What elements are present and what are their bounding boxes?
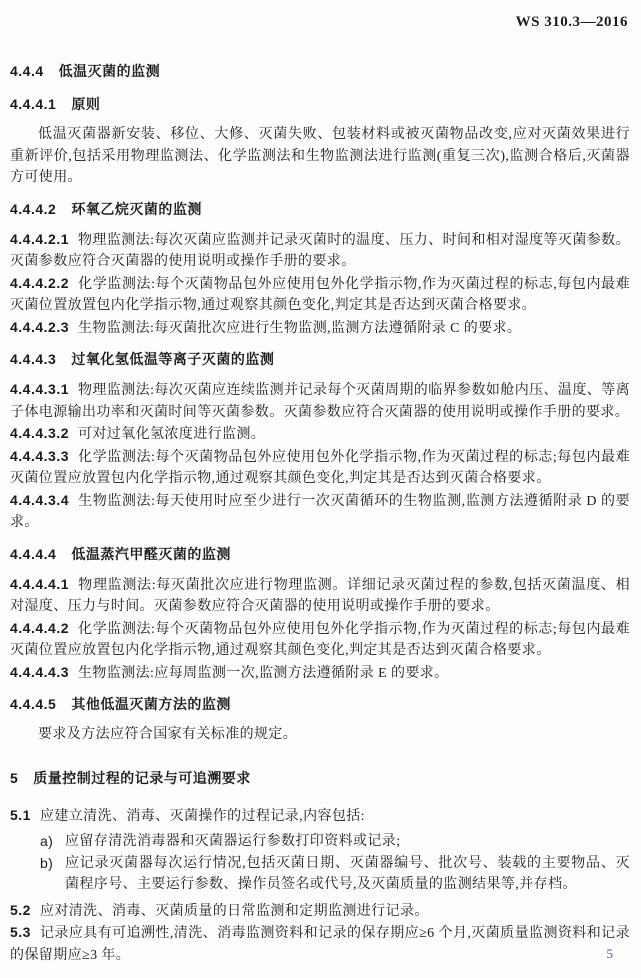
heading-4-4-4-2 xyxy=(10,199,630,220)
heading-title: 环氧乙烷灭菌的监测 xyxy=(71,200,202,217)
clause-text: 物理监测法:每次灭菌应连续监测并记录每个灭菌周期的临界参数如舱内压、温度、等离子体电源输出功率和灭菌时间等灭菌参数。灭菌参数应符合灭菌器的使用说明或操作手册的要求。 xyxy=(10,383,630,420)
clause-5-3 xyxy=(10,922,630,966)
clause-5-2 xyxy=(10,900,630,923)
clause-text: 化学监测法:每个灭菌物品包外应使用包外化学指示物,作为灭菌过程的标志;每包内最难灭菌位置应放置包内化学指示物,通过观察其颜色变化,判定其是否达到灭菌合格要求。 xyxy=(10,621,630,658)
heading-title: 过氧化氢低温等离子灭菌的监测 xyxy=(71,351,275,367)
heading-number: 4.4.4 xyxy=(10,63,44,79)
heading-number: 4.4.4.4 xyxy=(10,545,57,562)
clause-number: 4.4.4.4.1 xyxy=(10,575,69,592)
clause-number: 4.4.4.2.1 xyxy=(10,230,69,247)
clause-4-4-4-4-3 xyxy=(10,662,630,685)
heading-number: 4.4.4.3 xyxy=(10,351,57,367)
clause-4-4-4-3-4 xyxy=(10,490,630,534)
clause-number: 4.4.4.4.2 xyxy=(10,619,69,636)
heading-number: 4.4.4.2 xyxy=(10,200,57,217)
heading-4-4-4 xyxy=(10,61,630,82)
heading-title: 低温蒸汽甲醛灭菌的监测 xyxy=(71,545,231,562)
list-marker: b) xyxy=(40,854,54,871)
clause-text: 物理监测法:每灭菌批次应进行物理监测。详细记录灭菌过程的参数,包括灭菌温度、相对湿度、压力与时间。灭菌参数应符合灭菌器的使用说明或操作手册的要求。 xyxy=(10,577,630,614)
heading-title: 其他低温灭菌方法的监测 xyxy=(71,696,231,712)
heading-4-4-4-5 xyxy=(10,694,630,715)
page-number: 5 xyxy=(606,945,613,961)
paragraph-other-methods: 要求及方法应符合国家有关标准的规定。 xyxy=(38,727,298,742)
heading-title: 原则 xyxy=(71,96,101,112)
list-item xyxy=(10,853,630,896)
clause-4-4-4-3-2 xyxy=(10,423,630,446)
clause-4-4-4-4-2 xyxy=(10,618,630,662)
list-item xyxy=(10,831,630,853)
clause-number: 4.4.4.3.4 xyxy=(10,491,69,508)
heading-number: 4.4.4.5 xyxy=(10,696,57,712)
clause-text: 物理监测法:每次灭菌应监测并记录灭菌时的温度、压力、时间和相对湿度等灭菌参数。灭菌参数应符合灭菌器的使用说明或操作手册的要求。 xyxy=(10,232,630,269)
heading-title: 低温灭菌的监测 xyxy=(58,63,161,79)
clause-text: 化学监测法:每个灭菌物品包外应使用包外化学指示物,作为灭菌过程的标志;每包内最难灭菌位置应放置包内化学指示物,通过观察其颜色变化,判定其是否达到灭菌合格要求。 xyxy=(10,449,630,486)
heading-5 xyxy=(10,768,630,789)
clause-text: 记录应具有可追溯性,清洗、消毒监测资料和记录的保存期应≥6 个月,灭菌质量监测资料和记录的保留期应≥3 年。 xyxy=(10,926,630,963)
heading-title: 质量控制过程的记录与可追溯要求 xyxy=(33,769,251,786)
record-content-list xyxy=(10,831,630,896)
clause-text: 生物监测法:每天使用时应至少进行一次灭菌循环的生物监测,监测方法遵循附录 D 的要求。 xyxy=(10,493,630,530)
clause-number: 5.3 xyxy=(10,924,31,940)
clause-4-4-4-2-1 xyxy=(10,229,630,273)
clause-number: 4.4.4.3.3 xyxy=(10,447,69,464)
clause-text: 可对过氧化氢浓度进行监测。 xyxy=(78,427,266,442)
heading-4-4-4-1 xyxy=(10,94,630,115)
list-marker: a) xyxy=(40,833,54,849)
heading-4-4-4-3 xyxy=(10,349,630,370)
clause-4-4-4-3-3 xyxy=(10,446,630,490)
clause-text: 生物监测法:每灭菌批次应进行生物监测,监测方法遵循附录 C 的要求。 xyxy=(78,320,522,336)
clause-4-4-4-3-1 xyxy=(10,379,630,423)
clause-4-4-4-2-2 xyxy=(10,273,630,317)
clause-number: 4.4.4.2.2 xyxy=(10,274,69,291)
clause-text: 生物监测法:应每周监测一次,监测方法遵循附录 E 的要求。 xyxy=(78,665,449,681)
clause-number: 4.4.4.2.3 xyxy=(10,318,69,335)
clause-number: 4.4.4.3.2 xyxy=(10,425,69,441)
clause-number: 4.4.4.4.3 xyxy=(10,663,69,680)
heading-4-4-4-4 xyxy=(10,544,630,565)
clause-5-1 xyxy=(10,805,630,828)
doc-code-header: WS 310.3—2016 xyxy=(515,14,628,30)
clause-text: 应对清洗、消毒、灭菌质量的日常监测和定期监测进行记录。 xyxy=(39,903,429,919)
clause-4-4-4-4-1 xyxy=(10,574,630,618)
clause-4-4-4-2-3 xyxy=(10,317,630,340)
clause-number: 4.4.4.3.1 xyxy=(10,381,69,397)
clause-text: 化学监测法:每个灭菌物品包外应使用包外化学指示物,作为灭菌过程的标志,每包内最难灭菌位置放置包内化学指示物,通过观察其颜色变化,判定其是否达到灭菌合格要求。 xyxy=(10,276,630,313)
list-item-text: 应留存清洗消毒器和灭菌器运行参数打印资料或记录; xyxy=(65,834,401,849)
heading-number: 5 xyxy=(10,769,19,786)
clause-number: 5.1 xyxy=(10,806,31,823)
clause-text: 应建立清洗、消毒、灭菌操作的过程记录,内容包括: xyxy=(39,808,365,824)
list-item-text: 应记录灭菌器每次运行情况,包括灭菌日期、灭菌器编号、批次号、装载的主要物品、灭菌程序号、主要运行参数、操作员签名或代号,及灭菌质量的监测结果等,并存档。 xyxy=(65,855,630,892)
paragraph-principle: 低温灭菌器新安装、移位、大修、灭菌失败、包装材料或被灭菌物品改变,应对灭菌效果进行重新评价,包括采用物理监测法、化学监测法和生物监测法进行监测(重复三次),监测合格后,灭菌器方可使用。 xyxy=(10,127,630,185)
clause-number: 5.2 xyxy=(10,901,31,918)
heading-number: 4.4.4.1 xyxy=(10,96,57,112)
